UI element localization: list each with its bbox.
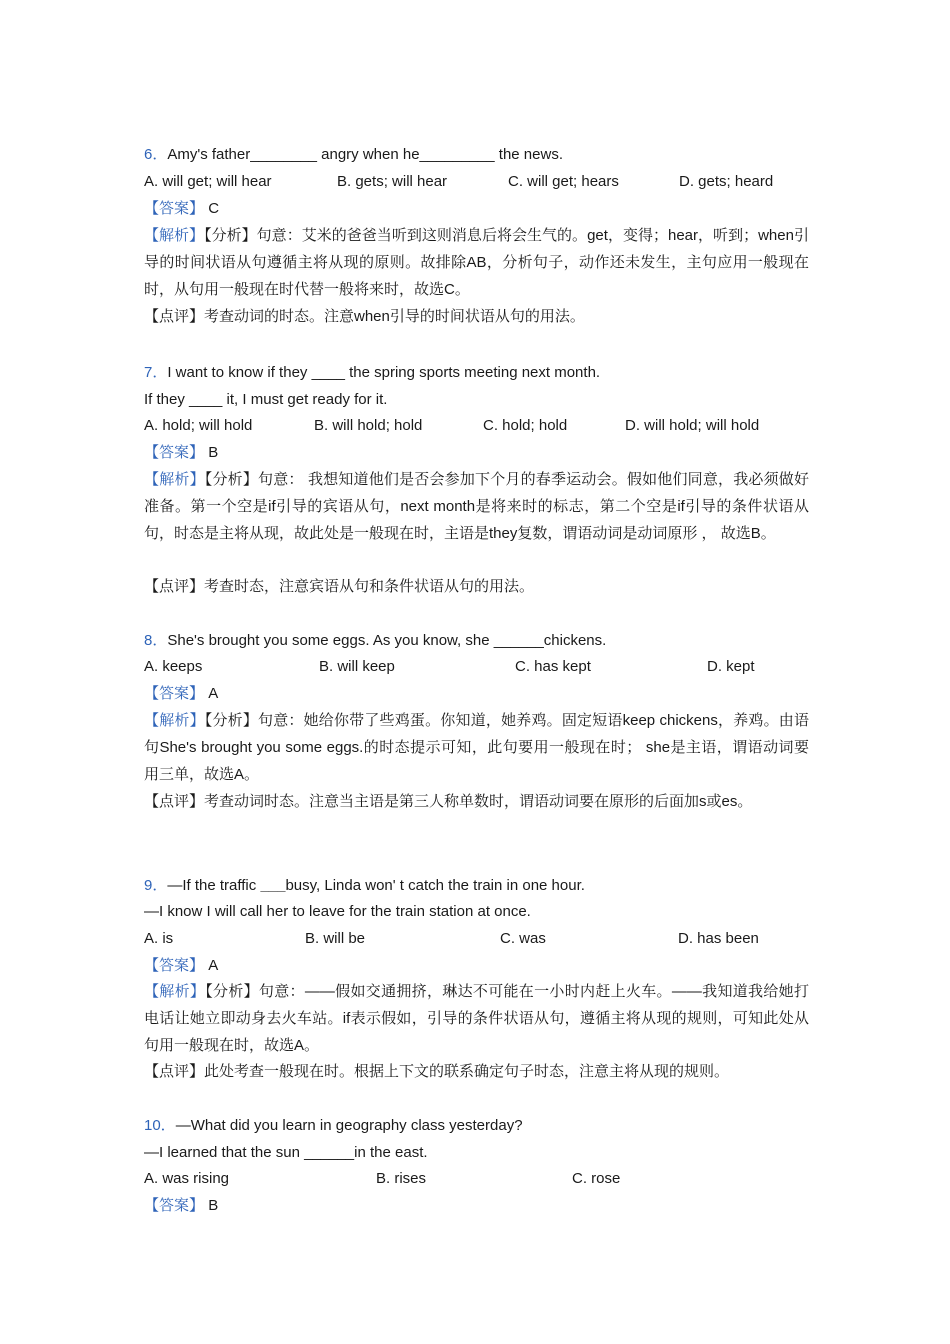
question-text-cont: busy, Linda won' t catch the train in one hour. <box>285 877 585 894</box>
answer-label: 【答案】 <box>144 200 205 217</box>
option-d: D. has been <box>678 930 759 947</box>
question-number: 6． <box>144 146 168 163</box>
question-9-options <box>144 925 809 952</box>
option-a: A. is <box>144 930 174 947</box>
question-number: 7． <box>144 364 168 381</box>
question-6-answer <box>144 195 809 222</box>
question-10-answer <box>144 1192 809 1219</box>
question-number: 10． <box>144 1117 176 1134</box>
option-b: B. gets; will hear <box>337 173 448 190</box>
analysis-text: 【分析】句意： 我想知道他们是否会参加下个月的春季运动会。假如他们同意，我必须做好准备。第一个空是if引导的宾语从句，next month是将来时的标志，第二个空是if引导的条件状语从句，时态是主将从现，故此处是一般现在时，主语是they复数，谓语动词是动词原形 ， 故选B。 <box>144 471 809 542</box>
answer-value: B <box>208 444 219 461</box>
option-b: B. will be <box>305 930 366 947</box>
option-c: C. rose <box>572 1170 621 1187</box>
question-number: 8． <box>144 632 168 649</box>
option-d: D. will hold; will hold <box>625 417 760 434</box>
question-9-answer <box>144 952 809 979</box>
analysis-label: 【解析】 <box>144 471 205 488</box>
option-b: B. will keep <box>319 658 395 675</box>
answer-value: A <box>208 957 219 974</box>
option-c: C. hold; hold <box>483 417 568 434</box>
question-6-analysis <box>144 222 809 303</box>
question-7-options <box>144 412 809 439</box>
question-6-stem <box>144 141 809 168</box>
question-8-analysis <box>144 707 809 788</box>
question-10-stem-line-2: —I learned that the sun ______in the east. <box>144 1144 428 1161</box>
question-7-stem-line-2: If they ____ it, I must get ready for it. <box>144 391 388 408</box>
question-7-analysis <box>144 466 809 547</box>
analysis-label: 【解析】 <box>144 227 205 244</box>
question-8-comment: 【点评】考查动词时态。注意当主语是第三人称单数时，谓语动词要在原形的后面加s或es。 <box>144 793 753 810</box>
question-6-options <box>144 168 809 195</box>
question-8-stem <box>144 627 809 654</box>
answer-value: B <box>208 1197 219 1214</box>
question-text: She's brought you some eggs. As you know, she ______chickens. <box>167 632 607 649</box>
option-a: A. will get; will hear <box>144 173 272 190</box>
answer-value: A <box>208 685 219 702</box>
question-8-options <box>144 653 809 680</box>
question-10-options <box>144 1165 809 1192</box>
question-text: —If the traffic <box>167 877 261 894</box>
analysis-text: 【分析】句意：她给你带了些鸡蛋。你知道，她养鸡。固定短语keep chickens，养鸡。由语句She's brought you some eggs.的时态提示可知，此句要用一般现在时； she是主语，谓语动词要用三单，故选A。 <box>144 712 809 783</box>
question-10-stem <box>144 1112 809 1139</box>
option-c: C. has kept <box>515 658 591 675</box>
analysis-label: 【解析】 <box>144 712 205 729</box>
question-9-comment: 【点评】此处考查一般现在时。根据上下文的联系确定句子时态，注意主将从现的规则。 <box>144 1063 730 1080</box>
option-d: D. kept <box>707 658 755 675</box>
analysis-text: 【分析】句意：——假如交通拥挤，琳达不可能在一小时内赶上火车。——我知道我给她打电话让她立即动身去火车站。if表示假如，引导的条件状语从句，遵循主将从现的规则，可知此处从句用一般现在时，故选A。 <box>144 983 809 1054</box>
answer-value: C <box>208 200 220 217</box>
option-a: A. keeps <box>144 658 203 675</box>
option-c: C. will get; hears <box>508 173 619 190</box>
option-d: D. gets; heard <box>679 173 774 190</box>
question-8-answer <box>144 680 809 707</box>
option-c: C. was <box>500 930 546 947</box>
answer-label: 【答案】 <box>144 957 205 974</box>
answer-label: 【答案】 <box>144 685 205 702</box>
answer-label: 【答案】 <box>144 444 205 461</box>
analysis-label: 【解析】 <box>144 983 206 1000</box>
question-7-answer <box>144 439 809 466</box>
question-9-stem <box>144 872 809 899</box>
option-b: B. will hold; hold <box>314 417 423 434</box>
option-a: A. hold; will hold <box>144 417 253 434</box>
question-text: Amy's father________ angry when he_________ the news. <box>167 146 563 163</box>
question-7-comment: 【点评】考查时态，注意宾语从句和条件状语从句的用法。 <box>144 578 535 595</box>
question-text: I want to know if they ____ the spring sports meeting next month. <box>167 364 601 381</box>
question-7-stem <box>144 359 809 386</box>
option-b: B. rises <box>376 1170 427 1187</box>
question-9-stem-line-2: —I know I will call her to leave for the train station at once. <box>144 903 531 920</box>
question-9-analysis <box>144 978 809 1059</box>
analysis-text: 【分析】句意：艾米的爸爸当听到这则消息后将会生气的。get，变得；hear，听到；when引导的时间状语从句遵循主将从现的原则。故排除AB，分析句子，动作还未发生，主句应用一般现在时，从句用一般现在时代替一般将来时，故选C。 <box>144 227 809 298</box>
question-text: —What did you learn in geography class yesterday? <box>175 1117 523 1134</box>
question-number: 9． <box>144 877 168 894</box>
question-blank: ___ <box>260 877 286 894</box>
answer-label: 【答案】 <box>144 1197 205 1214</box>
option-a: A. was rising <box>144 1170 230 1187</box>
question-6-comment: 【点评】考查动词的时态。注意when引导的时间状语从句的用法。 <box>144 308 585 325</box>
